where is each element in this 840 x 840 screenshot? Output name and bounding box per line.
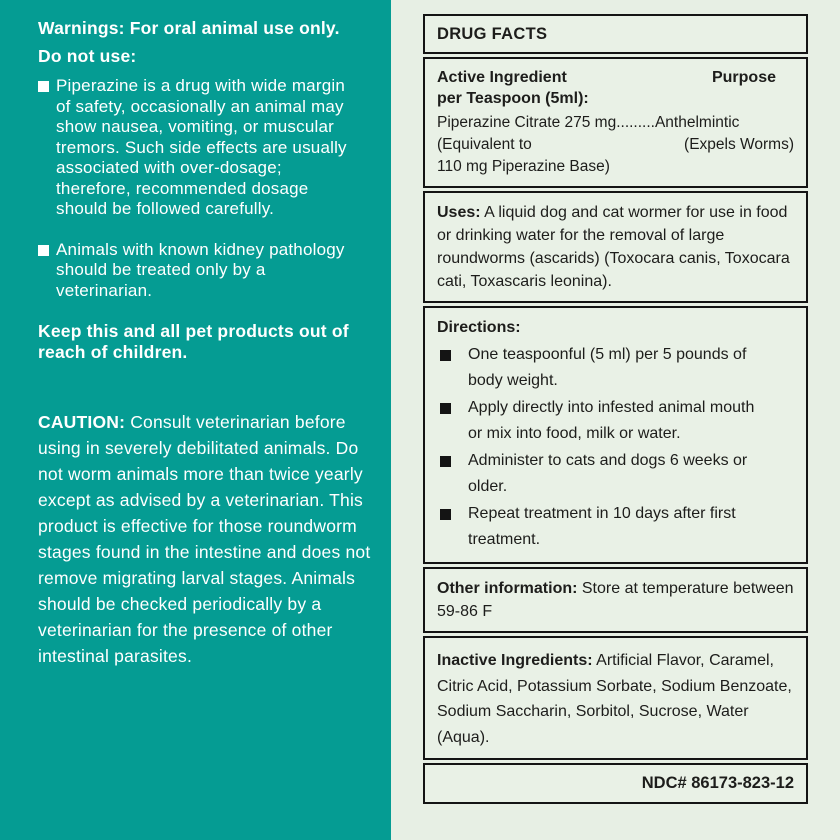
direction-item	[437, 501, 794, 553]
directions-label: Directions:	[437, 319, 521, 336]
uses-text: A liquid dog and cat wormer for use in food or drinking water for the removal of large roundworms (ascarids) (Toxocara canis, Toxocara cati, Toxascaris leonina).	[437, 204, 790, 290]
keep-out-of-reach-text: Keep this and all pet products out of reach of children.	[38, 321, 349, 362]
equivalent-row	[437, 134, 794, 156]
caution-text: Consult veterinarian before using in severely debilitated animals. Do not worm animals more than twice yearly except as advised by a veterinarian. This product is effective for those roundworm stages found in the intestine and does not remove migrating larval stages. Animals should be checked periodically by a veterinarian for the presence of other intestinal parasites.	[38, 412, 371, 666]
warnings-title: Warnings: For oral animal use only.	[38, 18, 340, 38]
ingredient-dose-line: Piperazine Citrate 275 mg.........Anthelmintic	[437, 114, 740, 131]
direction-item	[437, 448, 794, 500]
caution-label: CAUTION:	[38, 412, 126, 432]
drug-facts-title: DRUG FACTS	[437, 25, 548, 43]
square-bullet-icon	[440, 509, 451, 520]
direction-item	[437, 342, 794, 394]
equivalent-line2: 110 mg Piperazine Base)	[437, 158, 610, 175]
other-information-paragraph	[437, 577, 794, 623]
other-information-box	[423, 567, 808, 633]
active-ingredient-heading-line1: Active Ingredient	[437, 69, 567, 86]
direction-item	[437, 395, 794, 447]
warning-bullet-text: Animals with known kidney pathology should be treated only by a veterinarian.	[56, 239, 345, 300]
ndc-box	[423, 763, 808, 804]
purpose-note: (Expels Worms)	[684, 136, 794, 153]
inactive-ingredients-paragraph	[437, 646, 794, 750]
square-bullet-icon	[38, 81, 49, 92]
purpose-label: Purpose	[711, 69, 776, 86]
drug-facts-panel	[423, 14, 808, 804]
ndc-number: NDC# 86173-823-12	[641, 774, 794, 792]
direction-item-text: Repeat treatment in 10 days after first treatment.	[468, 505, 736, 548]
uses-label: Uses:	[437, 204, 481, 221]
uses-paragraph	[437, 201, 794, 293]
caution-paragraph	[38, 409, 371, 669]
drug-facts-header-box	[423, 14, 808, 54]
inactive-ingredients-label: Inactive Ingredients:	[437, 652, 593, 669]
active-ingredient-heading-line2: per Teaspoon (5ml):	[437, 90, 589, 107]
other-information-label: Other information:	[437, 580, 578, 597]
square-bullet-icon	[440, 456, 451, 467]
warnings-panel	[0, 0, 391, 840]
square-bullet-icon	[440, 403, 451, 414]
warning-bullet-text: Piperazine is a drug with wide margin of safety, occasionally an animal may show nausea, vomiting, or muscular tremors. Such side effects are usually associated with over-dosage; therefore, recommended dosage should be followed carefully.	[56, 76, 347, 218]
inactive-ingredients-text: Artificial Flavor, Caramel, Citric Acid, Potassium Sorbate, Sodium Benzoate, Sodium Saccharin, Sorbitol, Sucrose, Water (Aqua).	[437, 652, 792, 746]
uses-box	[423, 191, 808, 303]
directions-box	[423, 306, 808, 564]
square-bullet-icon	[38, 245, 49, 256]
warning-bullet-item	[38, 76, 371, 220]
warning-bullet-item	[38, 240, 371, 302]
active-ingredient-heading	[437, 67, 794, 109]
equivalent-line1: (Equivalent to	[437, 136, 532, 153]
other-information-text: Store at temperature between 59-86 F	[437, 580, 794, 620]
directions-list	[437, 342, 794, 553]
warnings-bullet-list	[38, 76, 371, 301]
direction-item-text: One teaspoonful (5 ml) per 5 pounds of body weight.	[468, 346, 747, 389]
active-ingredient-box	[423, 57, 808, 188]
direction-item-text: Apply directly into infested animal mouth or mix into food, milk or water.	[468, 399, 755, 442]
square-bullet-icon	[440, 350, 451, 361]
inactive-ingredients-box	[423, 636, 808, 760]
direction-item-text: Administer to cats and dogs 6 weeks or older.	[468, 452, 748, 495]
do-not-use-label: Do not use:	[38, 46, 137, 66]
